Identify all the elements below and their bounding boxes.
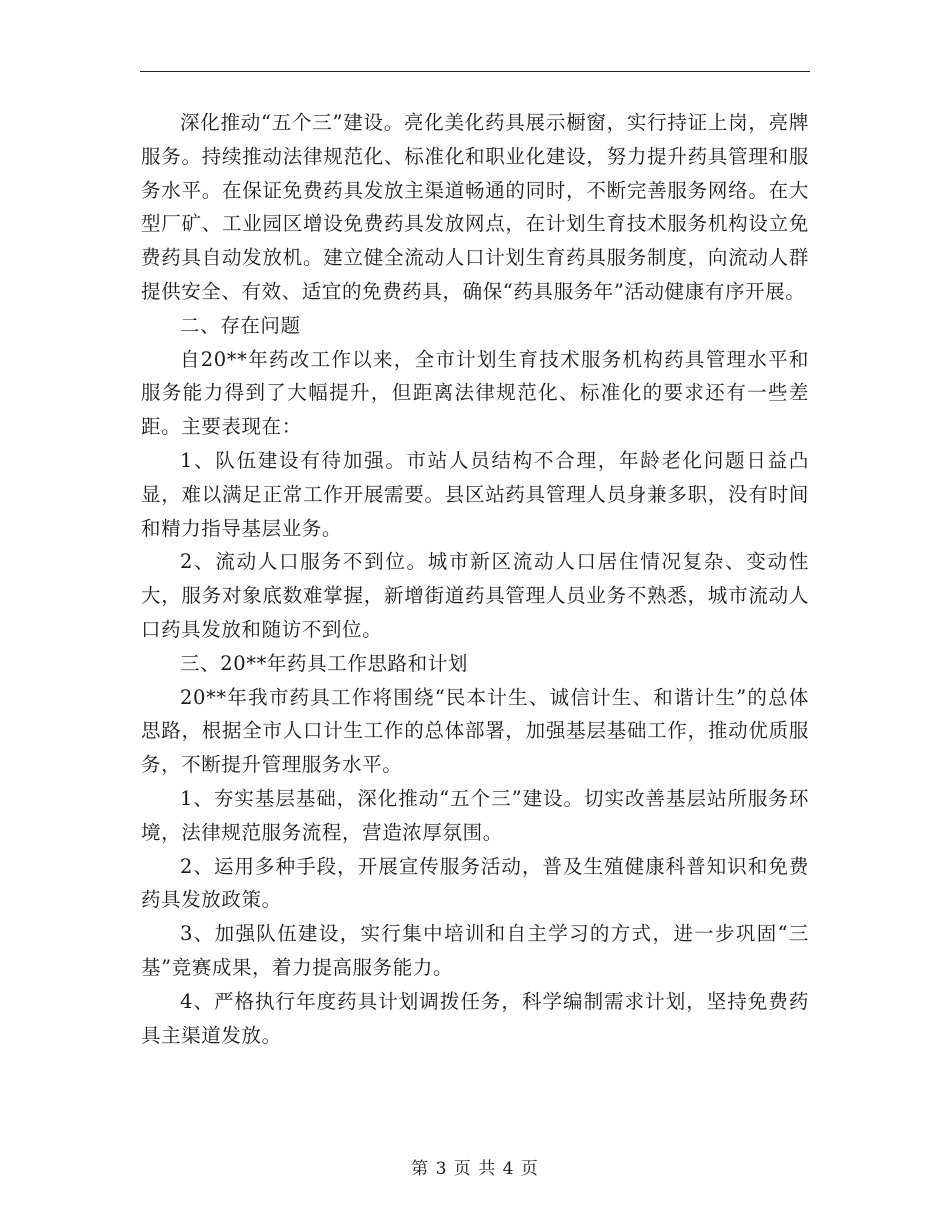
paragraph-4: 2、流动人口服务不到位。城市新区流动人口居住情况复杂、变动性大，服务对象底数难掌握，新增街道药具管理人员业务不熟悉，城市流动人口药具发放和随访不到位。 [141,550,809,641]
paragraph-6: 1、夯实基层基础，深化推动“五个三”建设。切实改善基层站所服务环境，法律规范服务流程，营造浓厚氛围。 [141,786,809,844]
paragraph-8: 3、加强队伍建设，实行集中培训和自主学习的方式，进一步巩固“三基”竞赛成果，着力提高服务能力。 [141,922,809,979]
header-rule [140,71,810,72]
paragraph-1: 深化推动“五个三”建设。亮化美化药具展示橱窗，实行持证上岗，亮牌服务。持续推动法律规范化、标准化和职业化建设，努力提升药具管理和服务水平。在保证免费药具发放主渠道畅通的同时，不断完善服务网络。在大型厂矿、工业园区增设免费药具发放网点，在计划生育技术服务机构设立免费药具自动发放机。建立健全流动人口计划生育药具服务制度，向流动人群提供安全、有效、适宜的免费药具，确保“药具服务年”活动健康有序开展。 [141,111,809,303]
paragraph-7: 2、运用多种手段，开展宣传服务活动，普及生殖健康科普知识和免费药具发放政策。 [141,854,809,912]
section-heading-problems: 二、存在问题 [180,313,301,337]
page-footer [0,1154,950,1179]
section-heading-plan: 三、20**年药具工作思路和计划 [180,651,468,675]
paragraph-2: 自20**年药改工作以来，全市计划生育技术服务机构药具管理水平和服务能力得到了大幅提升，但距离法律规范化、标准化的要求还有一些差距。主要表现在： [141,347,809,439]
page-number: 第 3 页 共 4 页 [411,1159,539,1179]
paragraph-5: 20**年我市药具工作将围绕“民本计生、诚信计生、和谐计生”的总体思路，根据全市人口计生工作的总体部署，加强基层基础工作，推动优质服务，不断提升管理服务水平。 [141,685,809,777]
paragraph-9: 4、严格执行年度药具计划调拨任务，科学编制需求计划，坚持免费药具主渠道发放。 [141,989,809,1047]
document-body [141,106,809,1052]
paragraph-3: 1、队伍建设有待加强。市站人员结构不合理，年龄老化问题日益凸显，难以满足正常工作开展需要。县区站药具管理人员身兼多职，没有时间和精力指导基层业务。 [141,448,809,540]
